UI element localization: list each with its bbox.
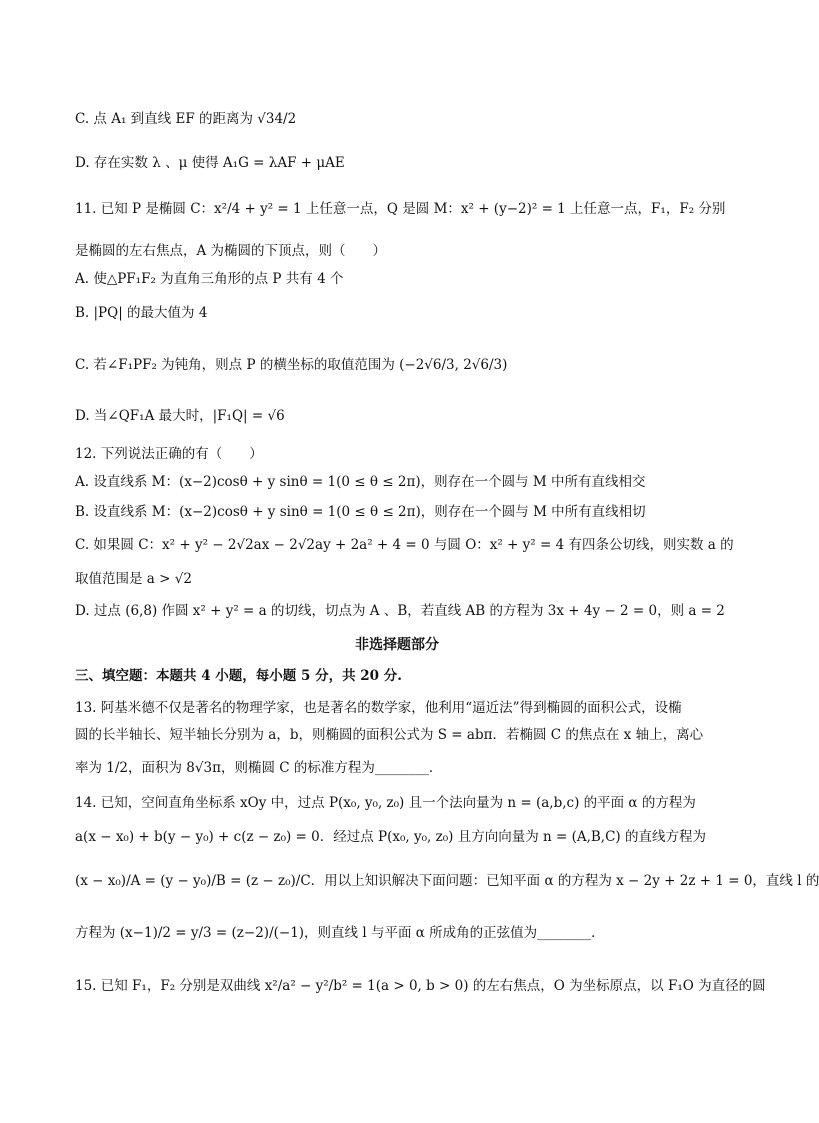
option-11b: B. |PQ| 的最大值为 4: [75, 305, 208, 321]
question-15-line-1: 15. 已知 F₁，F₂ 分别是双曲线 x²/a² − y²/b² = 1(a > 0, b > 0) 的左右焦点，O 为坐标原点，以 F₁O 为直径的圆: [75, 978, 766, 994]
question-12-stem: 12. 下列说法正确的有（ ）: [75, 446, 263, 462]
question-13-line-1: 13. 阿基米德不仅是著名的物理学家，也是著名的数学家，他利用“逼近法”得到椭圆的面积公式，设椭: [75, 700, 682, 716]
option-10c: C. 点 A₁ 到直线 EF 的距离为 √34/2: [75, 111, 297, 127]
question-14-line-3: (x − x₀)/A = (y − y₀)/B = (z − z₀)/C．用以上知识解决下面问题：已知平面 α 的方程为 x − 2y + 2z + 1 = 0，直线 l 的: [75, 873, 819, 889]
option-10d: D. 存在实数 λ 、μ 使得 A₁G = λAF + μAE: [75, 155, 345, 171]
question-13-line-2: 圆的长半轴长、短半轴长分别为 a，b，则椭圆的面积公式为 S = abπ．若椭圆 C 的焦点在 x 轴上，离心: [75, 727, 704, 743]
question-13-line-3: 率为 1/2，面积为 8√3π，则椭圆 C 的标准方程为________．: [75, 760, 443, 776]
question-14-line-4: 方程为 (x−1)/2 = y/3 = (z−2)/(−1)，则直线 l 与平面 α 所成角的正弦值为________．: [75, 925, 605, 941]
part-heading: 三、填空题：本题共 4 小题，每小题 5 分，共 20 分.: [75, 668, 402, 684]
option-11c: C. 若∠F₁PF₂ 为钝角，则点 P 的横坐标的取值范围为 (−2√6/3, 2√6/3): [75, 357, 508, 373]
option-11d: D. 当∠QF₁A 最大时，|F₁Q| = √6: [75, 408, 285, 424]
section-heading: 非选择题部分: [355, 637, 439, 653]
question-14-line-1: 14. 已知，空间直角坐标系 xOy 中，过点 P(x₀, y₀, z₀) 且一个法向量为 n = (a,b,c) 的平面 α 的方程为: [75, 795, 696, 811]
option-12c-line-2: 取值范围是 a > √2: [75, 571, 192, 587]
option-12a: A. 设直线系 M：(x−2)cosθ + y sinθ = 1(0 ≤ θ ≤ 2π)，则存在一个圆与 M 中所有直线相交: [75, 474, 646, 490]
question-11-line-2: 是椭圆的左右焦点，A 为椭圆的下顶点，则（ ）: [75, 243, 387, 259]
question-11-line-1: 11. 已知 P 是椭圆 C：x²/4 + y² = 1 上任意一点，Q 是圆 M：x² + (y−2)² = 1 上任意一点，F₁，F₂ 分别: [75, 201, 726, 217]
question-14-line-2: a(x − x₀) + b(y − y₀) + c(z − z₀) = 0．经过点 P(x₀, y₀, z₀) 且方向向量为 n = (A,B,C) 的直线方程为: [75, 829, 706, 845]
option-12d: D. 过点 (6,8) 作圆 x² + y² = a 的切线，切点为 A 、B，若直线 AB 的方程为 3x + 4y − 2 = 0，则 a = 2: [75, 603, 725, 619]
option-12c-line-1: C. 如果圆 C：x² + y² − 2√2ax − 2√2ay + 2a² + 4 = 0 与圆 O：x² + y² = 4 有四条公切线，则实数 a 的: [75, 537, 734, 553]
option-11a: A. 使△PF₁F₂ 为直角三角形的点 P 共有 4 个: [75, 271, 344, 287]
option-12b: B. 设直线系 M：(x−2)cosθ + y sinθ = 1(0 ≤ θ ≤ 2π)，则存在一个圆与 M 中所有直线相切: [75, 504, 646, 520]
